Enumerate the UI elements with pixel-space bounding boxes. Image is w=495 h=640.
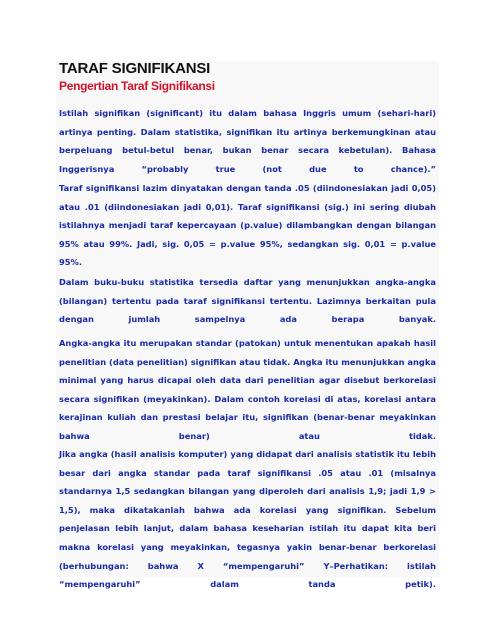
- document-title: TARAF SIGNIFIKANSI: [59, 60, 211, 77]
- paragraph-1: Istilah signifikan (significant) itu dalam bahasa Inggris umum (sehari-hari) artinya penting. Dalam statistika, signifikan itu artinya berkemungkinan atau berpeluang betul-betul benar, bukan benar secara kebetulan). Bahasa Inggerisnya “probably true (not due to chance).”: [59, 108, 436, 174]
- paragraph-2: Taraf signifikansi lazim dinyatakan dengan tanda .05 (diindonesiakan jadi 0,05) atau .01 (diindonesiakan jadi 0,01). Taraf signifikansi (sig.) ini sering diubah istilahnya menjadi taraf kepercayaan (p.value) dilambangkan dengan bilangan 95% atau 99%. Jadi, sig. 0,05 = p.value 95%, sedangkan sig. 0,01 = p.value 95%.: [59, 183, 436, 268]
- document-subtitle: Pengertian Taraf Signifikansi: [59, 79, 215, 93]
- paragraph-3: Dalam buku-buku statistika tersedia daftar yang menunjukkan angka-angka (bilangan) tertentu pada taraf signifikansi tertentu. Lazimnya berkaitan pula dengan jumlah sampelnya ada berapa banyak.: [59, 277, 436, 325]
- paragraph-5: Jika angka (hasil analisis komputer) yang didapat dari analisis statistik itu lebih besar dari angka standar pada taraf signifikansi .05 atau .01 (misalnya standarnya 1,5 sedangkan bilangan yang diperoleh dari analisis 1,9; jadi 1,9 > 1,5), maka dikatakanlah bahwa ada korelasi yang signifikan. Sebelum penjelasan lebih lanjut, dalam bahasa keseharian istilah itu dapat kita beri makna korelasi yang meyakinkan, tegasnya yakin benar-benar berkorelasi (berhubungan: bahwa X “mempengaruhi” Y–Perhatikan: istilah “mempengaruhi” dalam tanda petik).: [59, 449, 436, 590]
- paragraph-4: Angka-angka itu merupakan standar (patokan) untuk menentukan apakah hasil penelitian (data penelitian) signifikan atau tidak. Angka itu menunjukkan angka minimal yang harus dicapai oleh data dari penelitian agar disebut berkorelasi secara signifikan (meyakinkan). Dalam contoh korelasi di atas, korelasi antara kerajinan kuliah dan prestasi belajar itu, signifikan (benar-benar meyakinkan bahwa benar) atau tidak.: [59, 338, 436, 441]
